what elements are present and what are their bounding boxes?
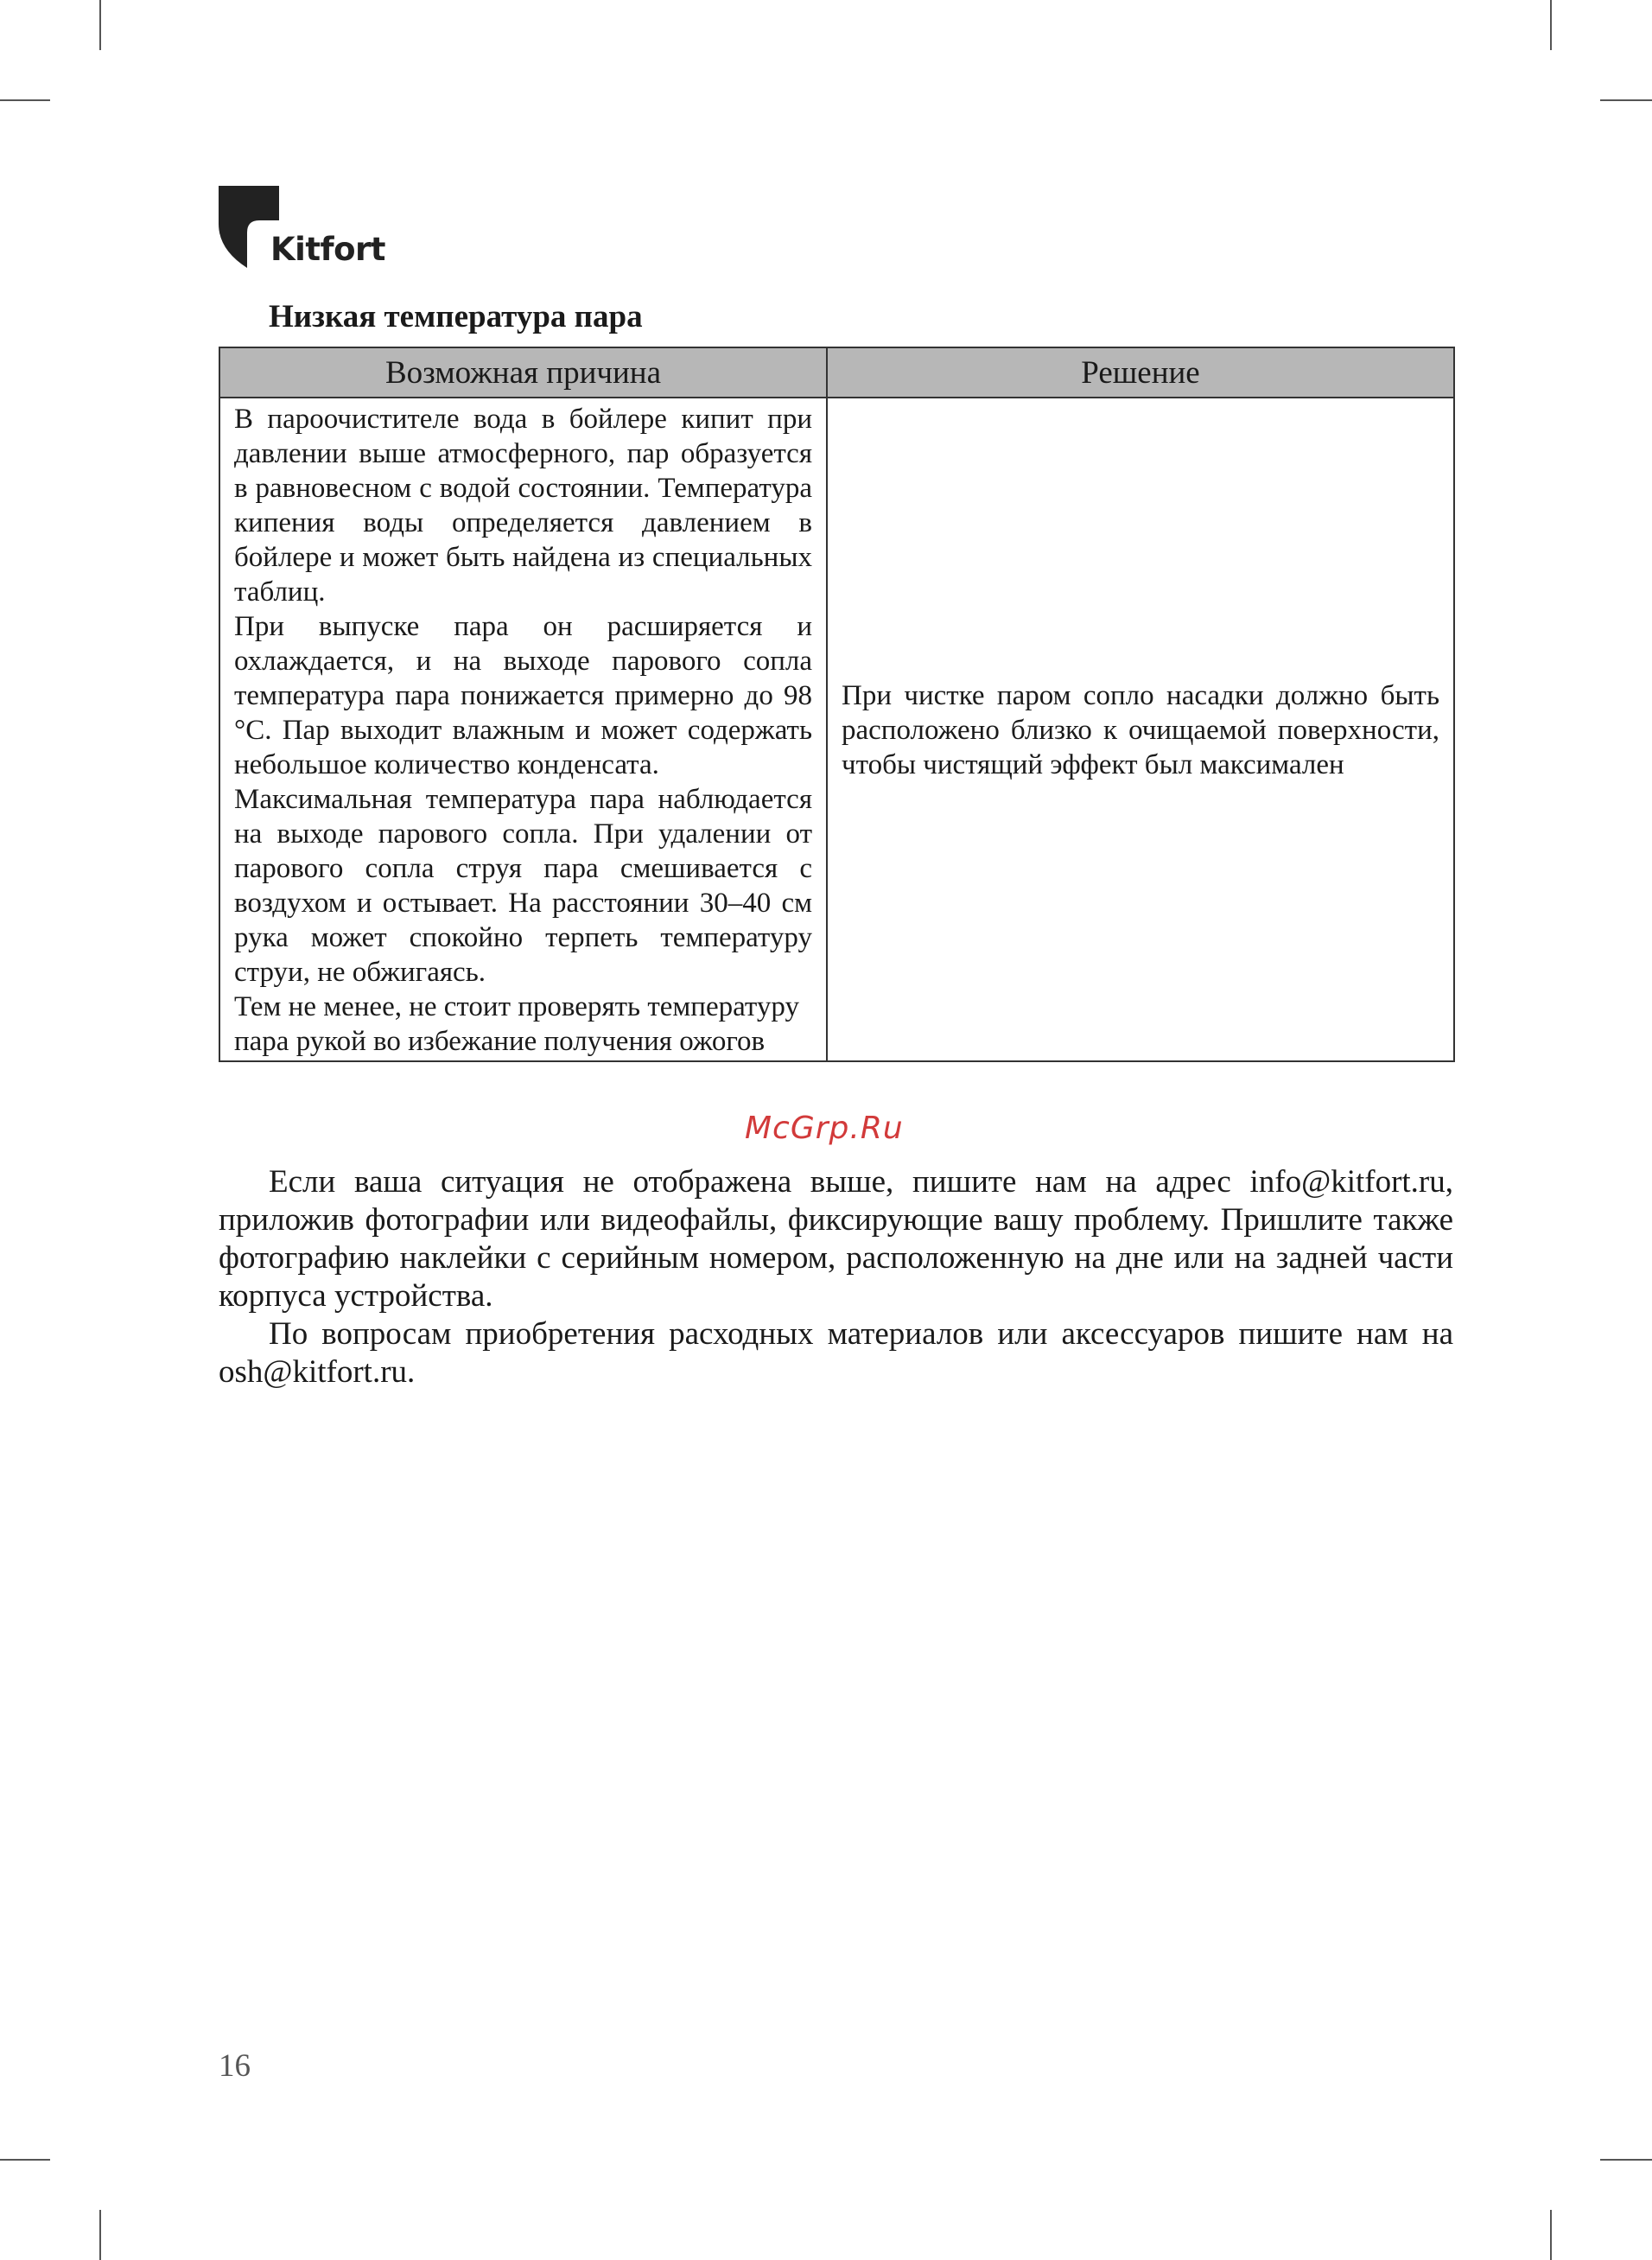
crop-mark-top-right-h — [1600, 99, 1652, 101]
crop-mark-bottom-left-v — [99, 2210, 101, 2260]
troubleshooting-table — [219, 347, 1455, 1062]
table-header-row — [219, 347, 1454, 398]
cause-paragraph: При выпуске пара он расширяется и охлаждается, и на выходе парового сопла температура пара понижается примерно до 98 °С. Пар выходит влажным и может содержать небольшое количество конденсата. — [234, 611, 812, 780]
crop-mark-bottom-right-v — [1550, 2210, 1552, 2260]
cause-paragraph: В пароочистителе вода в бойлере кипит при давлении выше атмосферного, пар образуется в равновесном с водой состоянии. Температура кипения воды определяется давлением в бойлере и может быть найдена из специальных таблиц. — [234, 404, 812, 608]
page-number: 16 — [219, 2048, 251, 2084]
section-title: Низкая температура пара — [269, 299, 643, 334]
body-paragraph: По вопросам приобретения расходных материалов или аксессуаров пишите нам на osh@kitfort.ru. — [219, 1316, 1453, 1390]
solution-text: При чистке паром сопло насадки должно быть расположено близко к очищаемой поверхности, чтобы чистящий эффект был максимален — [842, 680, 1439, 780]
body-paragraph: Если ваша ситуация не отображена выше, пишите нам на адрес info@kitfort.ru, приложив фотографии или видеофайлы, фиксирующие вашу проблему. Пришлите также фотографию наклейки с серийным номером, расположенную на дне или на задней части корпуса устройства. — [219, 1164, 1453, 1314]
cause-paragraph: Максимальная температура пара наблюдается на выходе парового сопла. При удалении от парового сопла струя пара смешивается с воздухом и остывает. На расстоянии 30–40 см рука может спокойно терпеть температуру струи, не обжигаясь. — [234, 784, 812, 988]
table-row — [219, 398, 1454, 1061]
solution-cell — [827, 398, 1454, 1061]
header-solution: Решение — [827, 347, 1454, 398]
crop-mark-top-right-v — [1550, 0, 1552, 50]
crop-mark-bottom-left-h — [0, 2159, 50, 2161]
crop-mark-bottom-right-h — [1600, 2159, 1652, 2161]
watermark: McGrp.Ru — [745, 1111, 904, 1146]
cause-paragraph: Тем не менее, не стоит проверять температуру пара рукой во избежание получения ожогов — [234, 991, 799, 1057]
brand-name: Kitfort — [270, 231, 385, 268]
crop-mark-top-left-v — [99, 0, 101, 50]
crop-mark-top-left-h — [0, 99, 50, 101]
contact-info — [219, 1163, 1453, 1391]
cause-cell — [219, 398, 827, 1061]
header-cause: Возможная причина — [219, 347, 827, 398]
